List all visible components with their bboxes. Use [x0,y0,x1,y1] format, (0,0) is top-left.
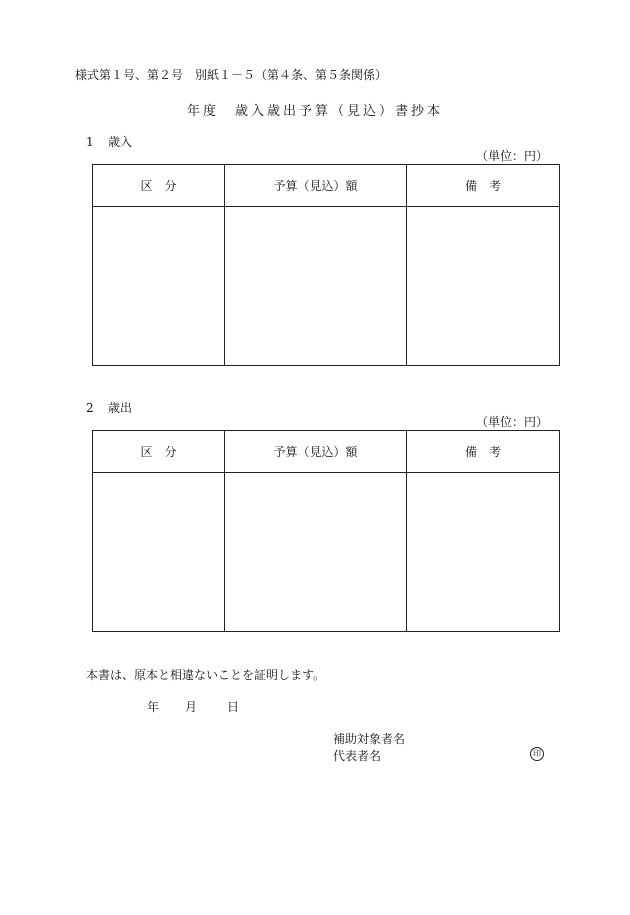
column-header-budget-amount: 予算（見込）額 [225,431,407,473]
column-header-remarks: 備 考 [407,431,560,473]
section-number: 1 [86,135,94,149]
form-number-label: 様式第１号、第２号 別紙１－５（第４条、第５条関係） [75,68,388,82]
date-month: 月 [185,700,198,714]
category-cell[interactable] [93,207,225,366]
column-header-category: 区 分 [93,431,225,473]
date-year: 年 [147,700,160,714]
section-title: 歳出 [108,401,133,415]
column-header-category: 区 分 [93,165,225,207]
revenue-table [92,164,560,366]
table-row [93,473,560,632]
table-row [93,207,560,366]
date-day: 日 [227,700,240,714]
seal-mark: 印 [530,747,544,761]
remarks-cell[interactable] [407,473,560,632]
section-heading-revenue [86,133,132,150]
expenditure-table [92,430,560,632]
section-title: 歳入 [108,135,133,149]
document-title: 年度 歳入歳出予算（見込）書抄本 [186,104,443,119]
unit-label: （単位：円） [475,149,548,163]
table-header-row [93,165,560,207]
column-header-budget-amount: 予算（見込）額 [225,165,407,207]
budget-amount-cell[interactable] [225,473,407,632]
remarks-cell[interactable] [407,207,560,366]
unit-label: （単位：円） [475,415,548,429]
applicant-block [333,731,405,765]
section-number: 2 [86,401,94,415]
representative-name-label: 代表者名 [333,749,382,763]
category-cell[interactable] [93,473,225,632]
certification-statement: 本書は、原本と相違ないことを証明します。 [86,668,326,682]
date-line [147,698,239,715]
subject-name-label: 補助対象者名 [333,732,406,746]
budget-amount-cell[interactable] [225,207,407,366]
section-heading-expenditure [86,399,132,416]
column-header-remarks: 備 考 [407,165,560,207]
table-header-row [93,431,560,473]
